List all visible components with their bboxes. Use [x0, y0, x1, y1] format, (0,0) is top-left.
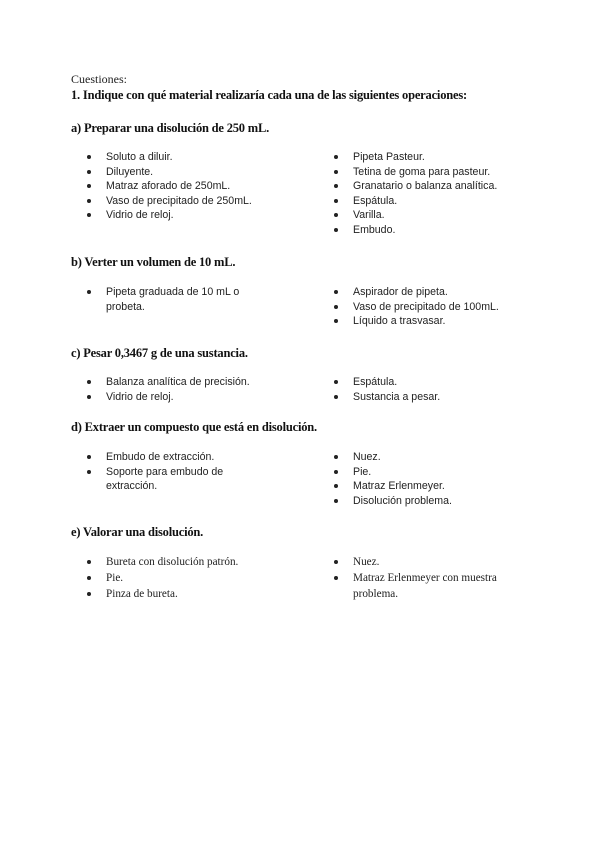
bullet-icon [334, 576, 338, 580]
list-item: Pie. [87, 570, 277, 586]
list-item: Tetina de goma para pasteur. [334, 165, 534, 180]
section-e-right-list [334, 554, 514, 602]
section-a-right-list [334, 150, 534, 238]
section-a-title: a) Preparar una disolución de 250 mL. [71, 121, 270, 135]
list-item: Matraz Erlenmeyer con muestra problema. [334, 570, 514, 602]
list-item: Soluto a diluir. [87, 150, 277, 165]
section-c-right-list [334, 375, 534, 404]
list-item: Embudo. [334, 223, 534, 238]
bullet-icon [87, 395, 91, 399]
bullet-icon [334, 380, 338, 384]
list-item: Matraz aforado de 250mL. [87, 179, 277, 194]
section-label: Cuestiones: [71, 72, 127, 86]
list-item: Nuez. [334, 450, 534, 465]
list-item: Vidrio de reloj. [87, 208, 277, 223]
section-c-title: c) Pesar 0,3467 g de una sustancia. [71, 346, 248, 360]
section-b-title: b) Verter un volumen de 10 mL. [71, 255, 236, 269]
list-item: Varilla. [334, 208, 534, 223]
bullet-icon [334, 395, 338, 399]
bullet-icon [87, 380, 91, 384]
bullet-icon [87, 470, 91, 474]
bullet-icon [87, 576, 91, 580]
list-item: Matraz Erlenmeyer. [334, 479, 534, 494]
bullet-icon [334, 213, 338, 217]
bullet-icon [334, 199, 338, 203]
list-item: Vaso de precipitado de 250mL. [87, 194, 277, 209]
bullet-icon [334, 470, 338, 474]
bullet-icon [87, 170, 91, 174]
list-item: Espátula. [334, 194, 534, 209]
list-item: Bureta con disolución patrón. [87, 554, 277, 570]
section-d-right-list [334, 450, 534, 508]
bullet-icon [334, 184, 338, 188]
list-item: Soporte para embudo de extracción. [87, 465, 262, 494]
list-item: Sustancia a pesar. [334, 390, 534, 405]
list-item: Pipeta graduada de 10 mL o probeta. [87, 285, 257, 314]
list-item: Pipeta Pasteur. [334, 150, 534, 165]
bullet-icon [87, 199, 91, 203]
bullet-icon [334, 484, 338, 488]
list-item: Disolución problema. [334, 494, 534, 509]
bullet-icon [334, 228, 338, 232]
section-e-left-list [87, 554, 277, 602]
list-item: Diluyente. [87, 165, 277, 180]
list-item: Vidrio de reloj. [87, 390, 277, 405]
bullet-icon [87, 560, 91, 564]
section-a-left-list [87, 150, 277, 223]
list-item: Granatario o balanza analítica. [334, 179, 534, 194]
list-item: Balanza analítica de precisión. [87, 375, 277, 390]
section-d-left-list [87, 450, 262, 494]
list-item: Aspirador de pipeta. [334, 285, 534, 300]
bullet-icon [334, 155, 338, 159]
section-e-title: e) Valorar una disolución. [71, 525, 204, 539]
list-item: Nuez. [334, 554, 514, 570]
section-b-right-list [334, 285, 534, 329]
section-d-title: d) Extraer un compuesto que está en disolución. [71, 420, 317, 434]
bullet-icon [334, 499, 338, 503]
section-b-left-list [87, 285, 257, 314]
list-item: Embudo de extracción. [87, 450, 262, 465]
bullet-icon [87, 184, 91, 188]
bullet-icon [334, 455, 338, 459]
bullet-icon [334, 560, 338, 564]
question-title: 1. Indique con qué material realizaría cada una de las siguientes operaciones: [71, 88, 467, 102]
bullet-icon [334, 290, 338, 294]
list-item: Vaso de precipitado de 100mL. [334, 300, 534, 315]
bullet-icon [87, 213, 91, 217]
list-item: Pie. [334, 465, 534, 480]
bullet-icon [87, 155, 91, 159]
bullet-icon [334, 305, 338, 309]
bullet-icon [334, 319, 338, 323]
section-c-left-list [87, 375, 277, 404]
bullet-icon [87, 455, 91, 459]
list-item: Líquido a trasvasar. [334, 314, 534, 329]
bullet-icon [334, 170, 338, 174]
list-item: Pinza de bureta. [87, 586, 277, 602]
list-item: Espátula. [334, 375, 534, 390]
bullet-icon [87, 290, 91, 294]
bullet-icon [87, 592, 91, 596]
